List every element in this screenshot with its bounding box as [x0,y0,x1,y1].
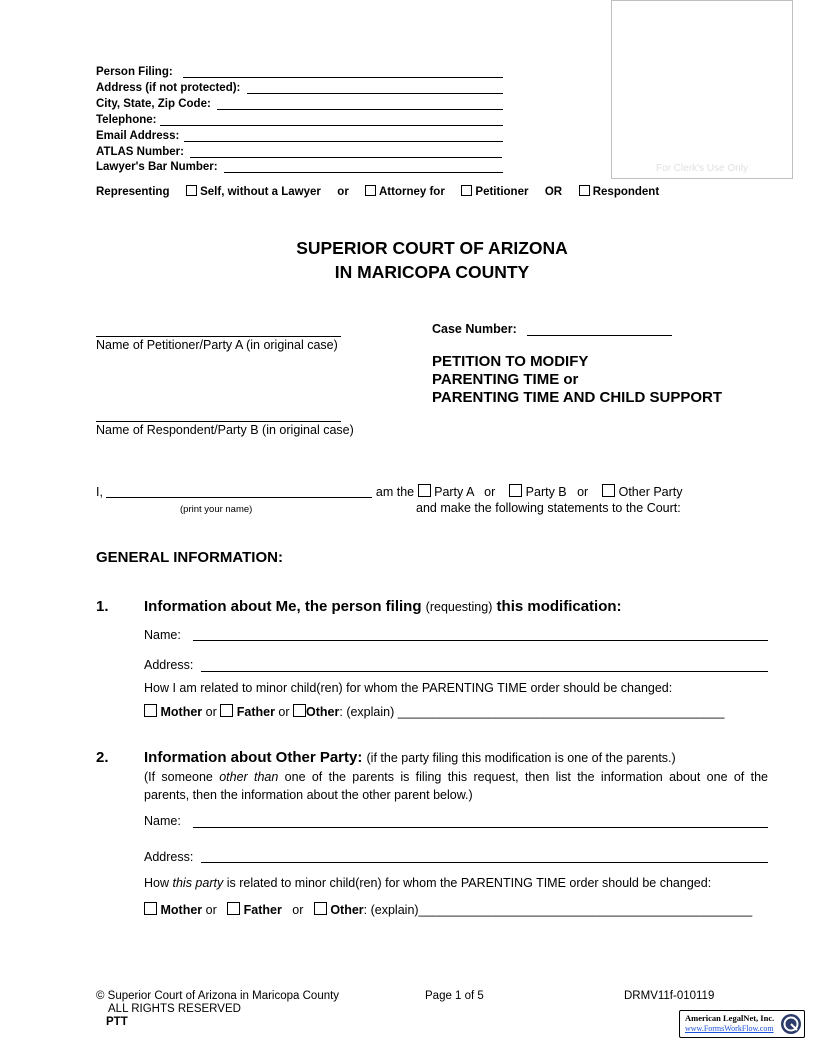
petitioner-label: Name of Petitioner/Party A (in original case) [96,338,338,352]
section1-name-field[interactable] [193,640,768,641]
atlas-number-label: ATLAS Number: [96,146,184,158]
footer-rights: ALL RIGHTS RESERVED [108,1003,241,1015]
other-party-label: Other Party [618,485,683,499]
section2-relation-b: is related to minor child(ren) for whom the PARENTING TIME order should be changed: [226,876,712,890]
print-name-hint: (print your name) [180,504,253,515]
section2-name-label: Name: [144,814,181,828]
address-field[interactable] [247,93,503,94]
i-text: I, [96,485,103,499]
attorney-label: Attorney for [378,186,445,198]
bar-number-label: Lawyer's Bar Number: [96,161,218,173]
general-information-heading: GENERAL INFORMATION: [96,549,283,566]
respondent-name-field[interactable] [96,421,341,422]
atlas-number-field[interactable] [190,157,502,158]
petitioner-checkbox[interactable] [461,185,472,196]
section2-note-line2: parents, then the information about the other parent below.) [144,788,473,802]
footer-copyright: © Superior Court of Arizona in Maricopa County [96,990,340,1002]
section2-relation-question [144,876,711,890]
court-title [0,236,816,284]
representing-label: Representing [96,186,170,198]
section2-relation-options [144,902,752,917]
vendor-url[interactable]: www.FormsWorkFlow.com [685,1024,774,1033]
section2-explain-field[interactable]: : (explain)________________________________________________ [363,903,753,917]
case-number-label: Case Number: [432,322,517,336]
section2-name-field[interactable] [193,827,768,828]
section1-title-a: Information about Me, the person filing [144,598,422,615]
section1-or-1: or [205,705,217,719]
section2-title-paren: (if the party filing this modification is one of the parents.) [366,751,676,765]
vendor-badge[interactable] [679,1010,805,1038]
am-the-text: am the [375,485,415,499]
telephone-field[interactable] [160,125,503,126]
petitioner-name-field[interactable] [96,336,341,337]
section1-title-paren: (requesting) [425,600,493,614]
page-number: Page 1 of 5 [425,990,484,1002]
self-label: Self, without a Lawyer [200,186,321,198]
petition-title-line3: PARENTING TIME AND CHILD SUPPORT [432,389,723,406]
person-filing-field[interactable] [183,77,503,78]
footer-copyright-block [96,990,339,1029]
section1-mother-checkbox[interactable] [144,704,157,717]
section2-father-checkbox[interactable] [227,902,240,915]
party-b-label: Party B [525,485,567,499]
respondent-checkbox[interactable] [579,185,590,196]
address-label: Address (if not protected): [96,82,241,94]
vendor-logo-icon [780,1013,802,1035]
section2-other-checkbox[interactable] [314,902,327,915]
section1-father-checkbox[interactable] [220,704,233,717]
section1-address-label: Address: [144,658,194,672]
petition-title-line2: PARENTING TIME or [432,371,579,388]
section1-title-b: this modification: [496,598,622,615]
form-id: DRMV11f-010119 [624,990,715,1002]
section2-note-line1 [144,770,768,784]
representing-row [96,185,659,198]
section2-other-label: Other [330,903,364,917]
court-title-line2: IN MARICOPA COUNTY [334,262,530,282]
attorney-checkbox[interactable] [365,185,376,196]
section1-name-label: Name: [144,628,181,642]
party-a-checkbox[interactable] [418,484,431,497]
respondent-label: Name of Respondent/Party B (in original case) [96,423,354,437]
vendor-name: American LegalNet, Inc. [685,1013,775,1023]
section2-father-label: Father [243,903,282,917]
section2-mother-label: Mother [160,903,203,917]
footer-code: PTT [106,1016,128,1028]
section2-note-b: one of the parents is filing this request, then list the information about one of the [284,770,768,784]
petitioner-label: Petitioner [475,186,529,198]
email-field[interactable] [184,141,503,142]
section1-other-label: Other [306,705,340,719]
section1-explain-field[interactable]: : (explain) _______________________________________________ [339,705,725,719]
section1-mother-label: Mother [160,705,203,719]
city-state-zip-label: City, State, Zip Code: [96,98,211,110]
bar-number-field[interactable] [224,172,503,173]
section2-note-other-than: other than [219,770,279,784]
person-filing-label: Person Filing: [96,66,173,78]
section1-number: 1. [96,598,109,615]
petition-title-line1: PETITION TO MODIFY [432,353,589,370]
section2-title [144,749,676,766]
section2-relation-a: How [144,876,170,890]
section2-or-2: or [292,903,304,917]
or-text-1: or [484,485,496,499]
self-checkbox[interactable] [186,185,197,196]
section2-note-a: (If someone [144,770,213,784]
respondent-label: Respondent [592,186,660,198]
case-number-field[interactable] [527,335,672,336]
or-text-2: or [577,485,589,499]
clerk-use-box [611,0,793,179]
statement-continuation: and make the following statements to the Court: [416,501,681,515]
section2-mother-checkbox[interactable] [144,902,157,915]
section2-or-1: or [205,903,217,917]
email-label: Email Address: [96,130,180,142]
section1-relation-question: How I am related to minor child(ren) for whom the PARENTING TIME order should be changed: [144,681,673,695]
party-a-label: Party A [434,485,474,499]
clerk-use-label: For Clerk's Use Only [656,163,748,174]
section1-father-label: Father [236,705,275,719]
section1-or-2: or [278,705,290,719]
section1-relation-options [144,704,724,719]
other-party-checkbox[interactable] [602,484,615,497]
section2-address-field[interactable] [201,862,768,863]
section2-relation-this-party: this party [172,876,224,890]
section2-number: 2. [96,749,109,766]
petition-title [432,353,722,407]
section1-address-field[interactable] [201,671,768,672]
print-name-field[interactable] [106,497,372,498]
or-text: or [337,186,349,198]
statement-row [96,484,683,499]
or-upper-text: OR [544,186,563,198]
section2-address-label: Address: [144,850,194,864]
section2-title-text: Information about Other Party: [144,749,363,766]
section1-other-checkbox[interactable] [293,704,306,717]
telephone-label: Telephone: [96,114,157,126]
party-b-checkbox[interactable] [509,484,522,497]
city-state-zip-field[interactable] [217,109,503,110]
section1-title [144,598,622,615]
court-title-line1: SUPERIOR COURT OF ARIZONA [296,238,568,258]
